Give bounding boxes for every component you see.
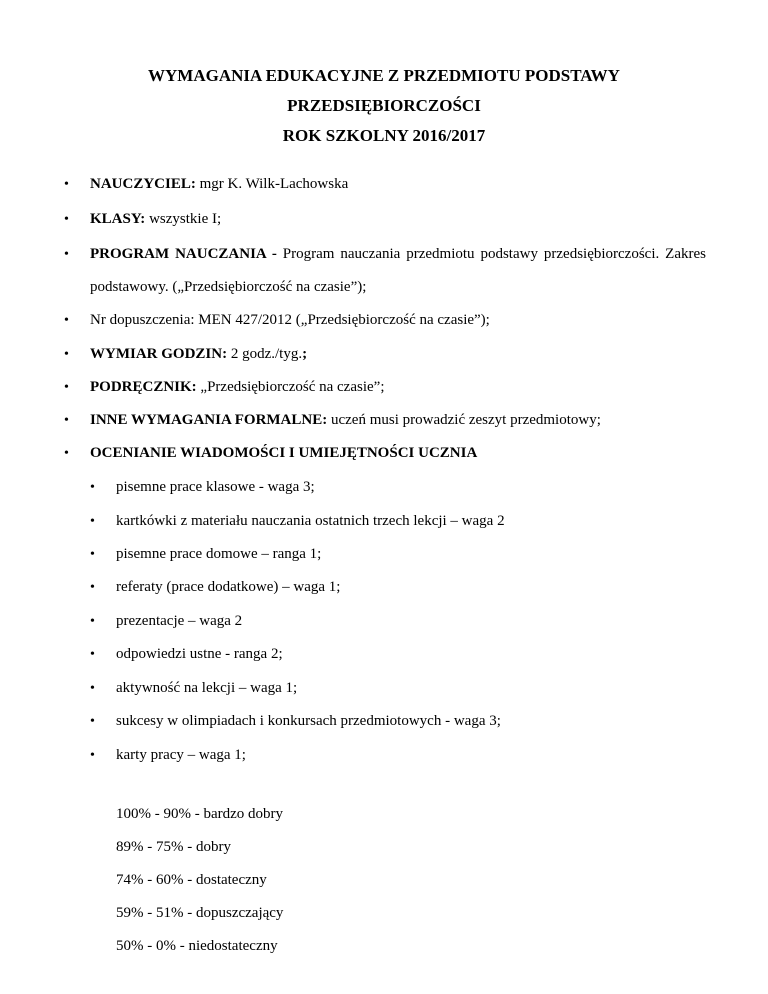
- document-title-line1: WYMAGANIA EDUKACYJNE Z PRZEDMIOTU PODSTAWY: [148, 66, 620, 85]
- classes-value: wszystkie I;: [145, 211, 222, 227]
- other-label: INNE WYMAGANIA FORMALNE:: [90, 412, 328, 428]
- bullet-icon: •: [90, 714, 95, 729]
- info-other-requirements: [90, 412, 601, 429]
- bullet-icon: •: [64, 347, 69, 362]
- classes-label: KLASY:: [90, 211, 146, 227]
- bullet-icon: •: [64, 313, 69, 328]
- scale-item: 74% - 60% - dostateczny: [116, 872, 267, 888]
- bullet-icon: •: [90, 547, 95, 562]
- bullet-icon: •: [64, 413, 69, 428]
- weight-item: karty pracy – waga 1;: [116, 747, 246, 763]
- scale-item: 59% - 51% - dopuszczający: [116, 905, 284, 921]
- bullet-icon: •: [90, 748, 95, 763]
- scale-item: 100% - 90% - bardzo dobry: [116, 806, 284, 822]
- info-permit: Nr dopuszczenia: MEN 427/2012 („Przedsiębiorczość na czasie”);: [90, 312, 490, 328]
- weight-item: pisemne prace klasowe - waga 3;: [116, 479, 315, 495]
- document-title-line2: PRZEDSIĘBIORCZOŚCI: [287, 96, 481, 115]
- bullet-icon: •: [64, 247, 69, 262]
- hours-value: 2 godz./tyg.: [227, 346, 303, 362]
- program-label: PROGRAM NAUCZANIA -: [90, 246, 283, 262]
- info-teacher: [90, 176, 348, 193]
- bullet-icon: •: [90, 614, 95, 629]
- scale-item: 89% - 75% - dobry: [116, 839, 231, 855]
- bullet-icon: •: [90, 647, 95, 662]
- teacher-value: mgr K. Wilk-Lachowska: [195, 176, 349, 192]
- info-program-continuation: podstawowy. („Przedsiębiorczość na czasie”);: [90, 279, 367, 295]
- textbook-label: PODRĘCZNIK:: [90, 379, 197, 395]
- bullet-icon: •: [64, 446, 69, 461]
- info-grading-heading: [90, 445, 477, 462]
- hours-label: WYMIAR GODZIN:: [90, 346, 228, 362]
- info-hours: [90, 346, 307, 363]
- scale-item: 50% - 0% - niedostateczny: [116, 938, 278, 954]
- weight-item: prezentacje – waga 2: [116, 613, 243, 629]
- program-value: Program nauczania przedmiotu podstawy przedsiębiorczości. Zakres: [282, 246, 706, 262]
- bullet-icon: •: [90, 514, 95, 529]
- bullet-icon: •: [90, 480, 95, 495]
- weight-item: kartkówki z materiału nauczania ostatnich trzech lekcji – waga 2: [116, 513, 505, 529]
- weight-item: odpowiedzi ustne - ranga 2;: [116, 646, 283, 662]
- bullet-icon: •: [64, 380, 69, 395]
- info-classes: [90, 211, 221, 228]
- info-textbook: [90, 379, 385, 396]
- bullet-icon: •: [90, 580, 95, 595]
- other-value: uczeń musi prowadzić zeszyt przedmiotowy;: [327, 412, 601, 428]
- info-program: [90, 246, 706, 263]
- bullet-icon: •: [64, 212, 69, 227]
- weight-item: pisemne prace domowe – ranga 1;: [116, 546, 322, 562]
- bullet-icon: •: [90, 681, 95, 696]
- document-title-line3: ROK SZKOLNY 2016/2017: [282, 126, 486, 145]
- hours-end: ;: [302, 346, 308, 362]
- teacher-label: NAUCZYCIEL:: [90, 176, 196, 192]
- textbook-value: „Przedsiębiorczość na czasie”;: [196, 379, 385, 395]
- bullet-icon: •: [64, 177, 69, 192]
- weight-item: sukcesy w olimpiadach i konkursach przedmiotowych - waga 3;: [116, 713, 501, 729]
- weight-item: referaty (prace dodatkowe) – waga 1;: [116, 579, 341, 595]
- grading-label: OCENIANIE WIADOMOŚCI I UMIEJĘTNOŚCI UCZNIA: [90, 445, 478, 461]
- weight-item: aktywność na lekcji – waga 1;: [116, 680, 298, 696]
